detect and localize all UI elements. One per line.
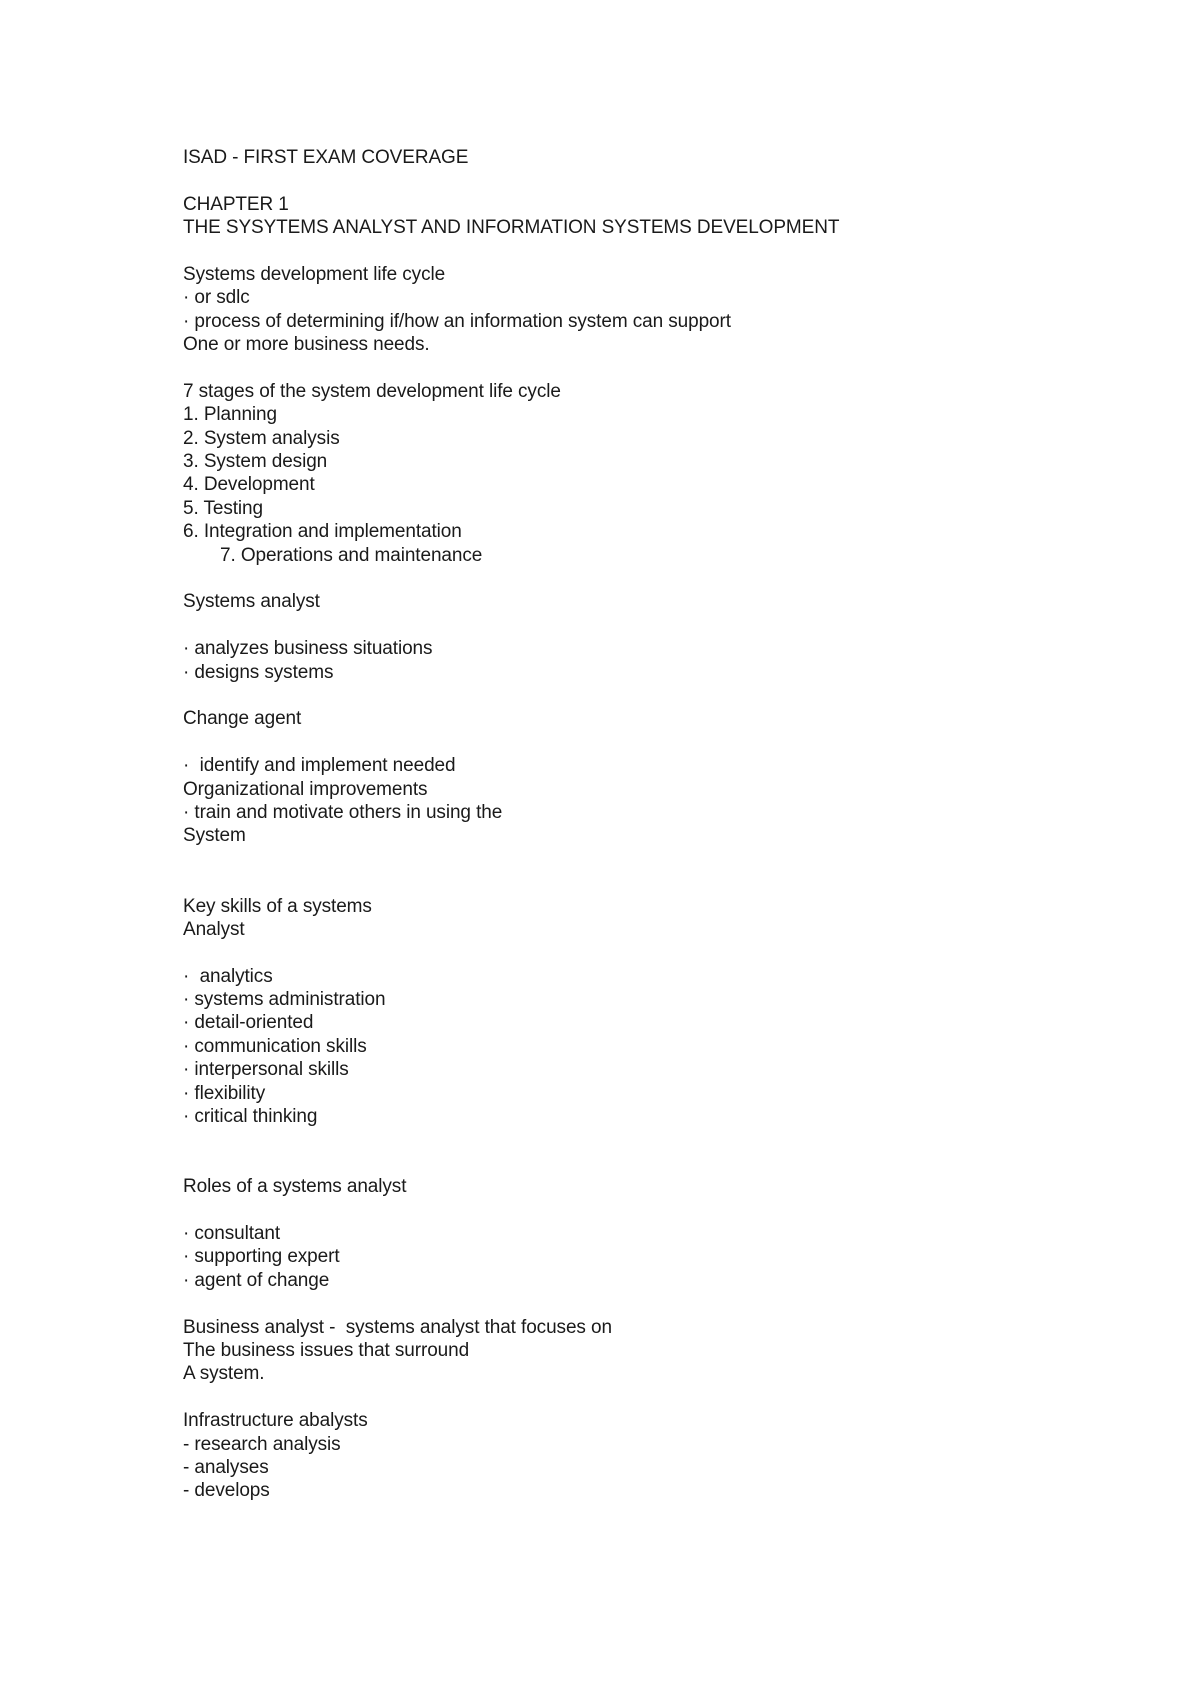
change-agent-line: · train and motivate others in using the xyxy=(183,801,503,823)
business-analyst-line: A system. xyxy=(183,1363,265,1385)
systems-analyst-item: · analyzes business situations xyxy=(183,638,433,660)
stage-item: 4. Development xyxy=(183,474,315,496)
change-agent-heading: Change agent xyxy=(183,708,302,730)
role-item: · consultant xyxy=(183,1223,281,1244)
key-skill-item: · flexibility xyxy=(183,1082,266,1104)
infrastructure-item: - analyses xyxy=(183,1456,269,1478)
key-skills-heading-cont: Analyst xyxy=(183,918,245,940)
key-skills-heading: Key skills of a systems xyxy=(183,895,372,917)
infrastructure-heading: Infrastructure abalysts xyxy=(183,1410,368,1432)
chapter-label: CHAPTER 1 xyxy=(183,193,289,215)
systems-analyst-item: · designs systems xyxy=(183,661,334,683)
sdlc-item: · or sdlc xyxy=(183,287,250,309)
key-skill-item: · interpersonal skills xyxy=(183,1059,349,1081)
document-title: ISAD - FIRST EXAM COVERAGE xyxy=(183,147,469,168)
infrastructure-item: - research analysis xyxy=(183,1433,341,1455)
change-agent-line: System xyxy=(183,825,246,847)
role-item: · agent of change xyxy=(183,1269,330,1291)
sdlc-heading: Systems development life cycle xyxy=(183,263,446,285)
stage-item: 3. System design xyxy=(183,451,328,473)
key-skill-item: · systems administration xyxy=(183,989,386,1011)
stages-heading: 7 stages of the system development life cycle xyxy=(183,380,561,402)
systems-analyst-heading: Systems analyst xyxy=(183,591,320,613)
sdlc-item: · process of determining if/how an information system can support xyxy=(183,310,731,332)
key-skill-item: · analytics xyxy=(183,965,273,987)
business-analyst-line: The business issues that surround xyxy=(183,1339,470,1361)
key-skill-item: · detail-oriented xyxy=(183,1012,314,1034)
stage-item: 5. Testing xyxy=(183,497,263,519)
document-body xyxy=(183,146,1083,1503)
stage-item: 6. Integration and implementation xyxy=(183,521,462,543)
chapter-title: THE SYSYTEMS ANALYST AND INFORMATION SYSTEMS DEVELOPMENT xyxy=(183,217,840,239)
key-skill-item: · communication skills xyxy=(183,1035,367,1057)
change-agent-line: Organizational improvements xyxy=(183,778,428,800)
role-item: · supporting expert xyxy=(183,1246,340,1268)
sdlc-continuation: One or more business needs. xyxy=(183,334,430,356)
key-skill-item: · critical thinking xyxy=(183,1106,318,1128)
stage-item: 1. Planning xyxy=(183,404,277,426)
infrastructure-item: - develops xyxy=(183,1480,270,1502)
business-analyst-line: Business analyst - systems analyst that focuses on xyxy=(183,1316,612,1338)
change-agent-line: · identify and implement needed xyxy=(183,755,456,777)
stage-item-last: 7. Operations and maintenance xyxy=(220,544,483,566)
stage-item: 2. System analysis xyxy=(183,427,340,449)
roles-heading: Roles of a systems analyst xyxy=(183,1176,407,1198)
